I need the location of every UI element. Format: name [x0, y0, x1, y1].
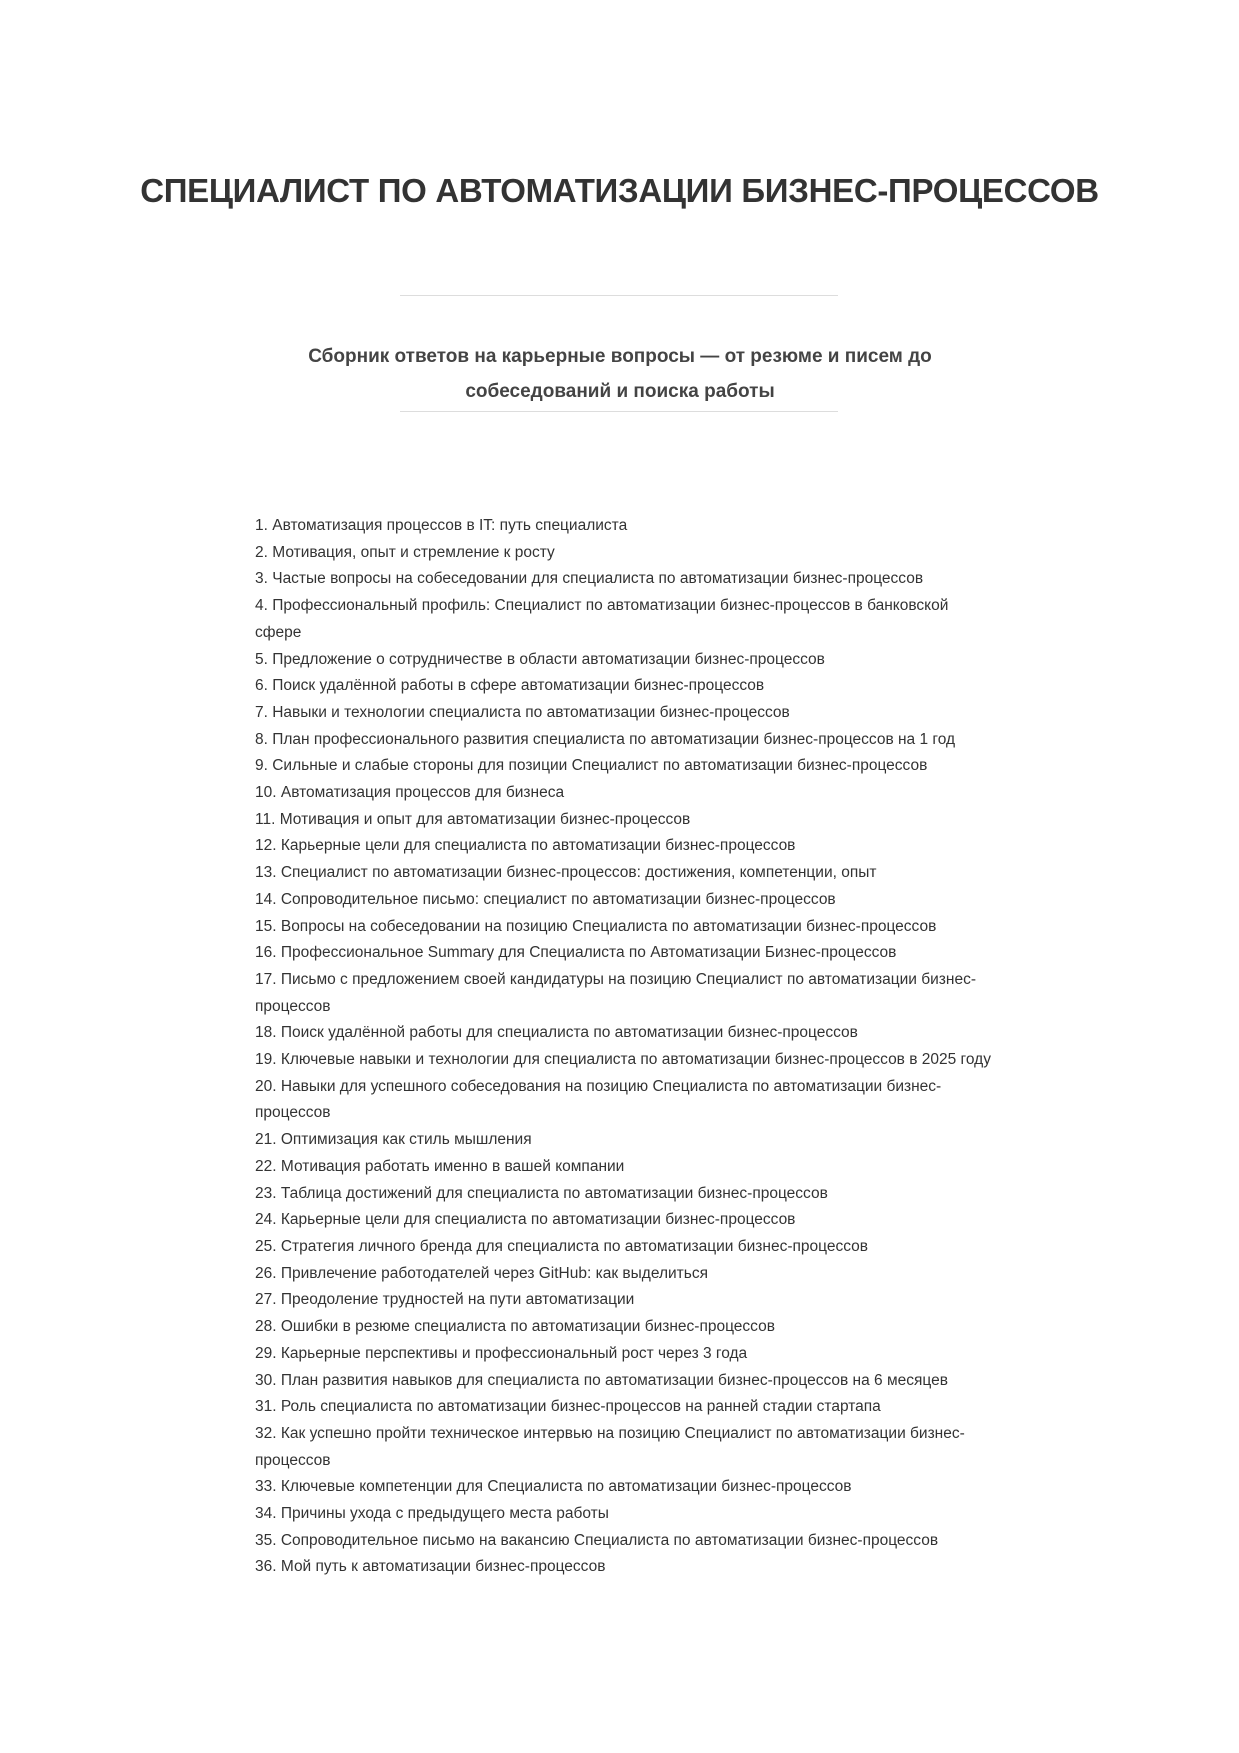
toc-item: 14. Сопроводительное письмо: специалист по автоматизации бизнес-процессов [255, 890, 836, 908]
toc-item: 10. Автоматизация процессов для бизнеса [255, 784, 565, 802]
toc-item: 25. Стратегия личного бренда для специалиста по автоматизации бизнес-процессов [255, 1237, 868, 1255]
toc-item: 7. Навыки и технологии специалиста по автоматизации бизнес-процессов [255, 703, 790, 721]
toc-item: 24. Карьерные цели для специалиста по автоматизации бизнес-процессов [255, 1211, 796, 1229]
toc-item: 33. Ключевые компетенции для Специалиста по автоматизации бизнес-процессов [255, 1478, 852, 1496]
toc-item: 3. Частые вопросы на собеседовании для специалиста по автоматизации бизнес-процессов [255, 570, 924, 588]
toc-item: 13. Специалист по автоматизации бизнес-процессов: достижения, компетенции, опыт [255, 864, 877, 882]
toc-item: 30. План развития навыков для специалиста по автоматизации бизнес-процессов на 6 месяцев [255, 1371, 948, 1389]
toc-item: 12. Карьерные цели для специалиста по автоматизации бизнес-процессов [255, 837, 796, 855]
toc-item: 16. Профессиональное Summary для Специалиста по Автоматизации Бизнес-процессов [255, 944, 897, 962]
toc-item: 34. Причины ухода с предыдущего места работы [255, 1505, 609, 1523]
toc-item: 2. Мотивация, опыт и стремление к росту [255, 543, 555, 561]
toc-item: 8. План профессионального развития специалиста по автоматизации бизнес-процессов на 1 год [255, 730, 956, 748]
toc-item: 6. Поиск удалённой работы в сфере автоматизации бизнес-процессов [255, 677, 765, 695]
toc-item: 20. Навыки для успешного собеседования на позицию Специалиста по автоматизации бизнес-процессов [255, 1077, 942, 1122]
toc-item: 4. Профессиональный профиль: Специалист по автоматизации бизнес-процессов в банковской сфере [255, 597, 949, 641]
subtitle: Сборник ответов на карьерные вопросы — от резюме и писем до собеседований и поиска работы [308, 346, 932, 402]
toc-item: 29. Карьерные перспективы и профессиональный рост через 3 года [255, 1344, 748, 1362]
toc-item: 32. Как успешно пройти техническое интервью на позицию Специалист по автоматизации бизнес-процессов [255, 1424, 965, 1469]
toc-item: 21. Оптимизация как стиль мышления [255, 1131, 532, 1149]
toc-item: 11. Мотивация и опыт для автоматизации бизнес-процессов [255, 810, 691, 828]
toc-item: 18. Поиск удалённой работы для специалиста по автоматизации бизнес-процессов [255, 1024, 858, 1042]
toc-item: 36. Мой путь к автоматизации бизнес-процессов [255, 1558, 606, 1576]
divider-top [400, 295, 838, 296]
toc-item: 31. Роль специалиста по автоматизации бизнес-процессов на ранней стадии стартапа [255, 1398, 881, 1416]
toc-item: 22. Мотивация работать именно в вашей компании [255, 1157, 625, 1175]
toc-item: 28. Ошибки в резюме специалиста по автоматизации бизнес-процессов [255, 1318, 775, 1336]
toc-item: 27. Преодоление трудностей на пути автоматизации [255, 1291, 635, 1309]
table-of-contents [255, 513, 995, 1581]
toc-item: 9. Сильные и слабые стороны для позиции Специалист по автоматизации бизнес-процессов [255, 757, 928, 775]
toc-item: 15. Вопросы на собеседовании на позицию Специалиста по автоматизации бизнес-процессов [255, 917, 937, 935]
toc-item: 26. Привлечение работодателей через GitHub: как выделиться [255, 1264, 708, 1282]
toc-item: 17. Письмо с предложением своей кандидатуры на позицию Специалист по автоматизации бизнес-процессов [255, 970, 976, 1015]
toc-item: 1. Автоматизация процессов в IT: путь специалиста [255, 517, 628, 534]
toc-item: 5. Предложение о сотрудничестве в области автоматизации бизнес-процессов [255, 650, 825, 668]
page-title: СПЕЦИАЛИСТ ПО АВТОМАТИЗАЦИИ БИЗНЕС-ПРОЦЕССОВ [140, 172, 1099, 210]
divider-bottom [400, 411, 838, 412]
toc-item: 35. Сопроводительное письмо на вакансию Специалиста по автоматизации бизнес-процессов [255, 1531, 939, 1549]
toc-item: 19. Ключевые навыки и технологии для специалиста по автоматизации бизнес-процессов в 2025 году [255, 1051, 991, 1069]
toc-item: 23. Таблица достижений для специалиста по автоматизации бизнес-процессов [255, 1184, 828, 1202]
